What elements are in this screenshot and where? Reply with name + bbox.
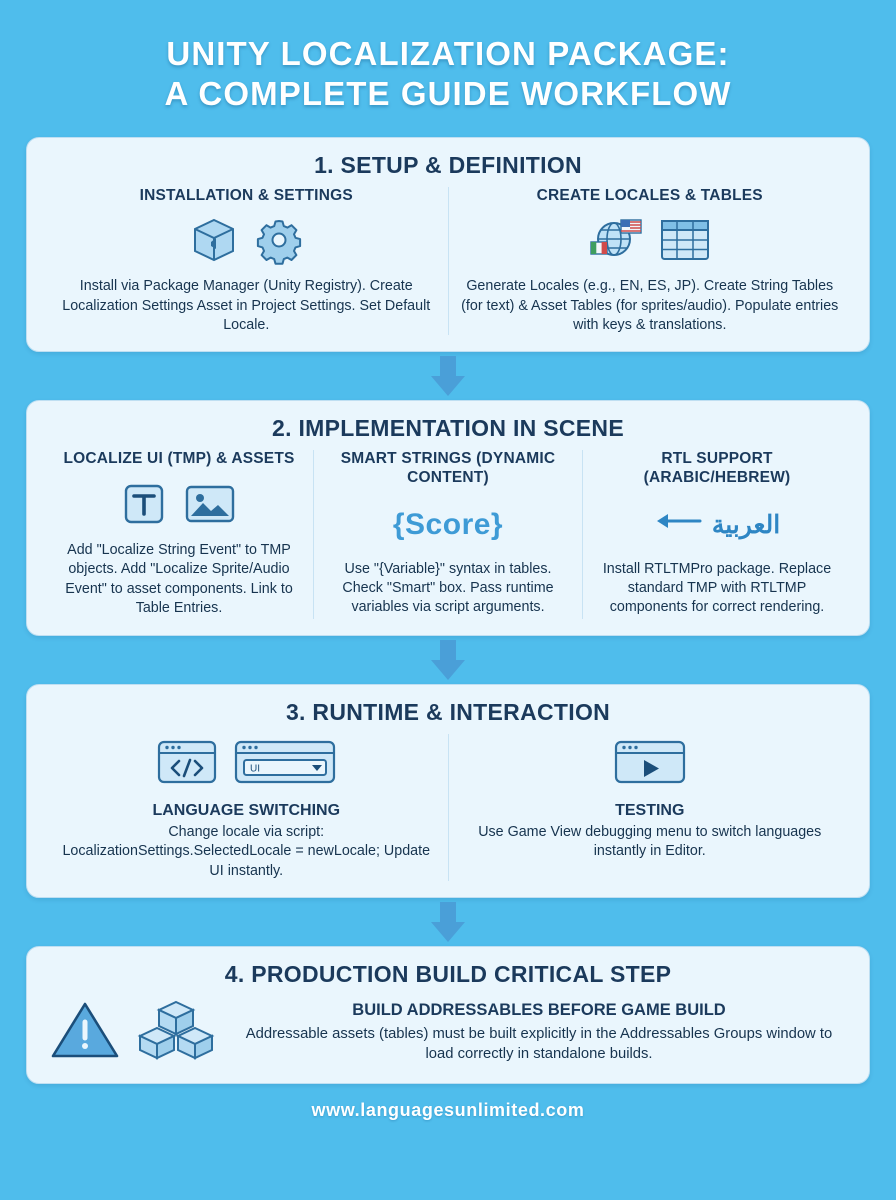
column-rtl-support [582,450,851,618]
flow-arrow-1 [26,352,870,400]
icon-row [59,734,434,796]
smart-string-icon: {Score} [392,507,504,541]
rtl-text: العربية [711,510,781,539]
section-heading: 4. PRODUCTION BUILD CRITICAL STEP [224,961,672,988]
package-box-icon [188,214,240,271]
icon-row [57,475,301,537]
play-window-icon [608,737,692,792]
column-heading: SMART STRINGS (DYNAMIC CONTENT) [340,450,556,486]
column-heading: LANGUAGE SWITCHING [152,801,341,819]
column-body: Install via Package Manager (Unity Registry). Create Localization Settings Asset in Project Settings. Set Default Locale. [62,278,431,333]
section-card-production-build [26,946,870,1084]
cubes-stack-icon [137,998,215,1067]
rtl-arrow-icon [654,510,702,539]
page-title-line-2: A COMPLETE GUIDE WORKFLOW [164,75,732,113]
icon-row [57,211,436,273]
section-columns [45,734,851,881]
column-heading: TESTING [615,801,685,819]
section-heading: 1. SETUP & DEFINITION [314,151,582,178]
icon-row [595,494,839,556]
footer-url[interactable]: www.languagesunlimited.com [311,1100,585,1121]
page-title-line-1: UNITY LOCALIZATION PACKAGE: [166,35,730,72]
section-card-setup-definition [26,137,870,353]
flow-arrow-3 [26,898,870,946]
section-columns [45,187,851,336]
svg-text:UI: UI [250,763,261,775]
column-heading: LOCALIZE UI (TMP) & ASSETS [63,450,295,468]
gear-icon [254,215,304,270]
column-build-addressables [231,1001,847,1065]
column-installation-settings [45,187,448,336]
section-heading: 3. RUNTIME & INTERACTION [285,698,611,725]
column-testing [448,734,852,881]
icon-row [463,734,838,796]
column-localize-ui-assets [45,450,313,618]
image-icon [182,480,238,533]
column-body: Change locale via script: LocalizationSettings.SelectedLocale = newLocale; Update UI instantly. [62,823,431,879]
page-title [26,0,870,115]
column-heading: CREATE LOCALES & TABLES [536,186,763,204]
code-window-icon [155,737,219,792]
section-columns [45,996,851,1067]
table-grid-icon [658,216,712,269]
globe-flags-icon [588,215,644,270]
text-t-icon [120,480,168,533]
flow-arrow-2 [26,636,870,684]
section-card-runtime-interaction [26,684,870,898]
column-heading: INSTALLATION & SETTINGS [139,186,353,204]
column-body: Addressable assets (tables) must be built explicitly in the Addressables Groups window to load correctly in standalone builds. [245,1025,833,1063]
column-body: Install RTLTMPro package. Replace standard TMP with RTLTMP components for correct rendering. [602,560,832,616]
section-heading: 2. IMPLEMENTATION IN SCENE [272,415,624,442]
column-body: Use "{Variable}" syntax in tables. Check "Smart" box. Pass runtime variables via script arguments. [342,560,554,616]
column-body: Use Game View debugging menu to switch languages instantly in Editor. [478,823,822,860]
column-body: Generate Locales (e.g., EN, ES, JP). Create String Tables (for text) & Asset Tables (for sprites/audio). Populate entries with keys & translations. [461,278,839,333]
icon-row [461,211,840,273]
section-card-implementation-in-scene [26,400,870,635]
column-create-locales-tables [448,187,852,336]
icon-row [326,494,570,556]
column-body: Add "Localize String Event" to TMP objects. Add "Localize Sprite/Audio Event" to asset components. Link to Table Entries. [65,542,293,617]
ui-dropdown-window-icon [233,737,337,792]
section-columns [45,450,851,618]
column-language-switching [45,734,448,881]
column-heading: BUILD ADDRESSABLES BEFORE GAME BUILD [352,1000,726,1019]
warning-triangle-icon [49,998,121,1067]
column-heading: RTL SUPPORT (ARABIC/HEBREW) [643,450,791,486]
column-smart-strings [313,450,582,618]
